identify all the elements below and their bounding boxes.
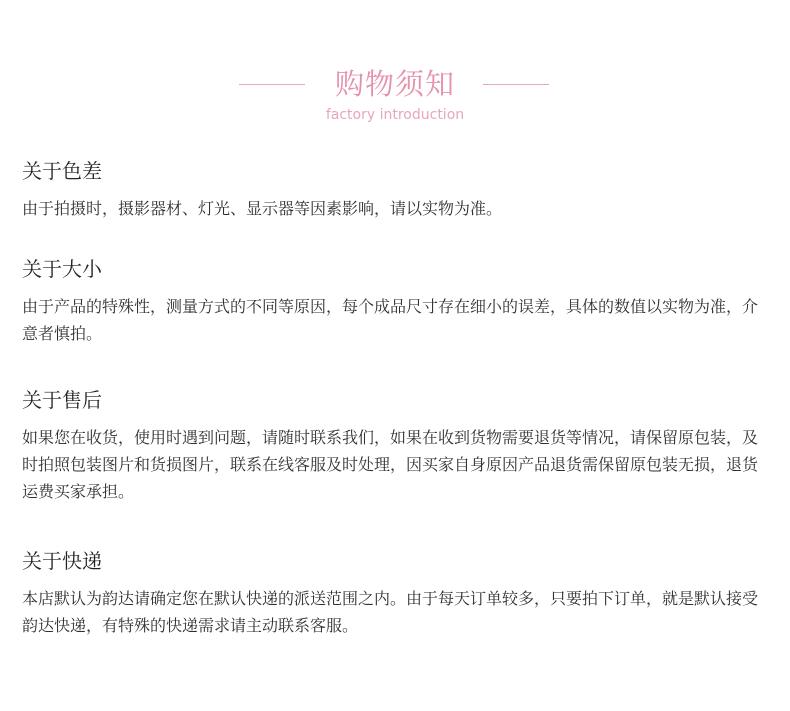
section-body: 本店默认为韵达请确定您在默认快递的派送范围之内。由于每天订单较多，只要拍下订单，就是默认接受韵达快递，有特殊的快递需求请主动联系客服。 (22, 589, 759, 635)
page-header (0, 62, 790, 132)
section-heading: 关于大小 (22, 257, 102, 281)
page-subtitle: factory introduction (325, 107, 465, 123)
section-body: 如果您在收货，使用时遇到问题，请随时联系我们，如果在收到货物需要退货等情况，请保留原包装，及时拍照包装图片和货损图片，联系在线客服及时处理，因买家自身原因产品退货需保留原包装无损，退货运费买家承担。 (22, 428, 759, 501)
section-heading: 关于快递 (22, 549, 102, 573)
section-heading: 关于售后 (22, 388, 102, 412)
page-title: 购物须知 (334, 67, 455, 101)
title-divider-right (483, 84, 549, 85)
section-after-sales (22, 386, 772, 505)
section-express-delivery (22, 547, 772, 639)
section-heading: 关于色差 (22, 159, 102, 183)
section-color-difference (22, 157, 772, 222)
section-body: 由于拍摄时，摄影器材、灯光、显示器等因素影响，请以实物为准。 (22, 199, 503, 218)
section-size (22, 255, 772, 347)
section-body: 由于产品的特殊性，测量方式的不同等原因，每个成品尺寸存在细小的误差，具体的数值以实物为准，介意者慎拍。 (22, 297, 759, 343)
